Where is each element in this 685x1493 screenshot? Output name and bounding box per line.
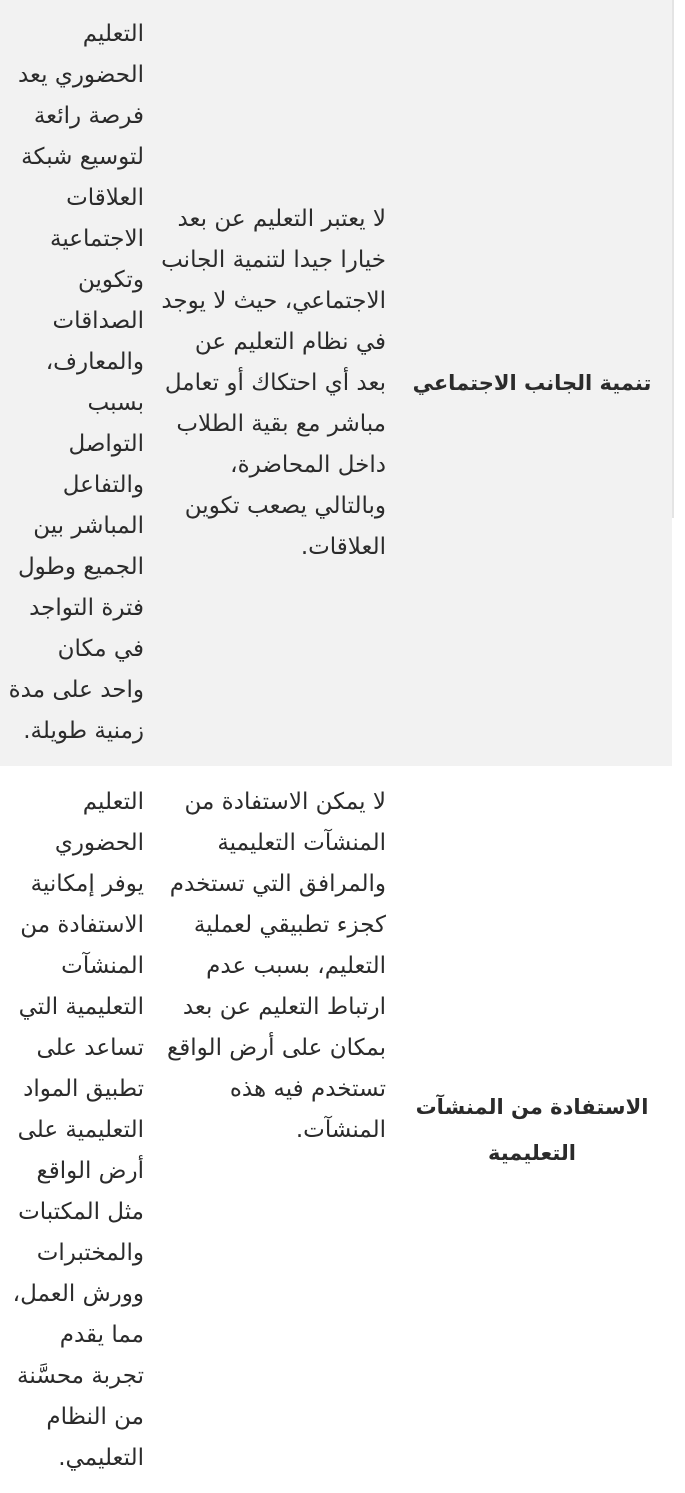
in-person-learning-cell [0,766,150,1493]
in-person-learning-cell [0,0,150,766]
table-row [0,766,672,1493]
row-heading: الاستفادة من المنشآت التعليمية [415,1094,649,1165]
in-person-learning-text: التعليم الحضوري يوفر إمكانية الاستفادة من المنشآت التعليمية التي تساعد على تطبيق المواد التعليمية على أرض الواقع مثل المكتبات والمختبرات وورش العمل، مما يقدم تجربة محسَّنة من النظام التعليمي. [12,789,144,1471]
remote-learning-cell [150,0,392,766]
remote-learning-text: لا يمكن الاستفادة من المنشآت التعليمية والمرافق التي تستخدم كجزء تطبيقي لعملية التعليم، بسبب عدم ارتباط التعليم عن بعد بمكان على أرض الواقع تستخدم فيه هذه المنشآت. [167,789,386,1143]
remote-learning-text: لا يعتبر التعليم عن بعد خيارا جيدا لتنمية الجانب الاجتماعي، حيث لا يوجد في نظام التعليم عن بعد أي احتكاك أو تعامل مباشر مع بقية الطلاب داخل المحاضرة، وبالتالي يصعب تكوين العلاقات. [161,205,386,560]
row-heading-cell [392,0,672,766]
remote-learning-cell [150,766,392,1493]
row-heading: تنمية الجانب الاجتماعي [412,371,652,395]
row-heading-cell [392,766,672,1493]
scroll-edge [672,0,685,1024]
in-person-learning-text: التعليم الحضوري يعد فرصة رائعة لتوسيع شبكة العلاقات الاجتماعية وتكوين الصداقات والمعارف، بسبب التواصل والتفاعل المباشر بين الجميع وطول فترة التواجد في مكان واحد على مدة زمنية طويلة. [8,21,144,744]
edge-strip [672,0,674,518]
